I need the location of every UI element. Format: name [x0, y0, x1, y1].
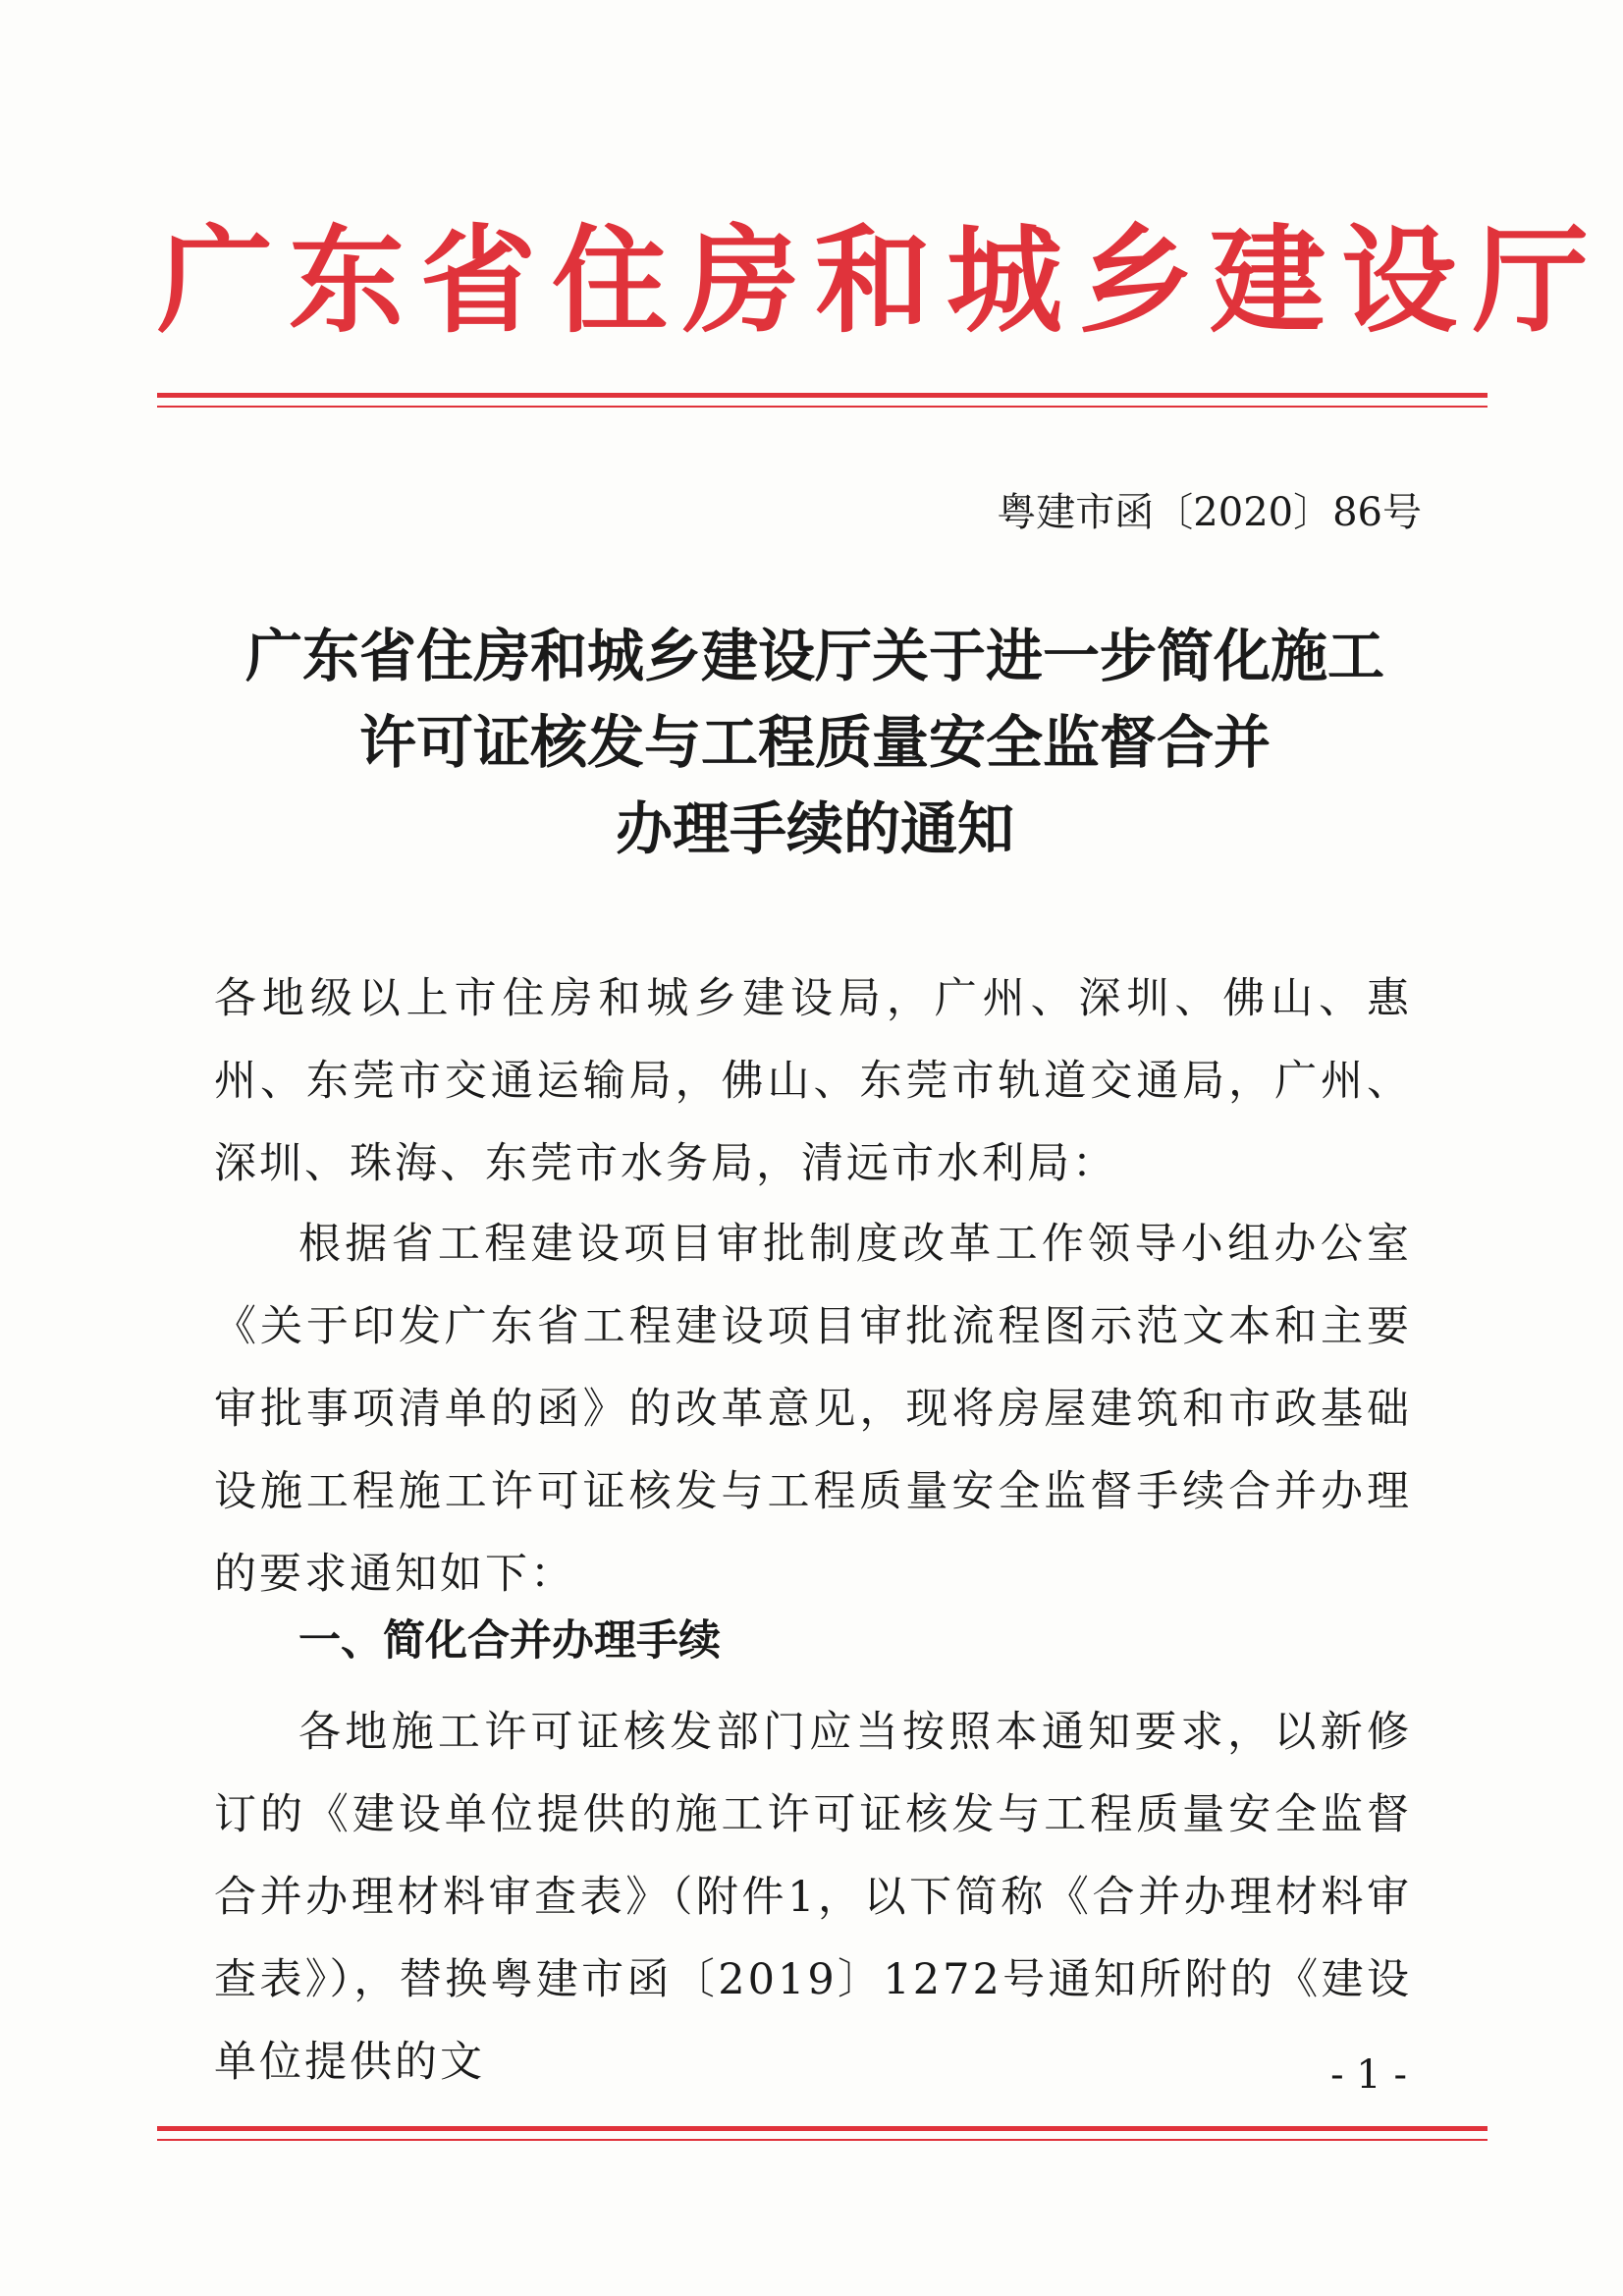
agency-masthead: 广东省住房和城乡建设厅 [157, 212, 1605, 349]
addressees-paragraph: 各地级以上市住房和城乡建设局，广州、深圳、佛山、惠州、东莞市交通运输局，佛山、东莞市轨道交通局，广州、深圳、珠海、东莞市水务局，清远市水利局： [214, 974, 1412, 1188]
title-line-1: 广东省住房和城乡建设厅关于进一步简化施工 [244, 623, 1384, 689]
section-1-heading: 一、简化合并办理手续 [298, 1616, 721, 1666]
title-line-2: 许可证核发与工程质量安全监督合并 [358, 709, 1271, 776]
masthead-rule-thick [157, 393, 1488, 398]
section-1-paragraph: 各地施工许可证核发部门应当按照本通知要求，以新修订的《建设单位提供的施工许可证核发与工程质量安全监督合并办理材料审查表》（附件1，以下简称《合并办理材料审查表》），替换粤建市函〔2019〕1272号通知所附的《建设单位提供的文 [214, 1708, 1412, 2087]
document-number: 粤建市函〔2020〕86号 [997, 490, 1422, 535]
intro-paragraph: 根据省工程建设项目审批制度改革工作领导小组办公室《关于印发广东省工程建设项目审批流程图示范文本和主要审批事项清单的函》的改革意见，现将房屋建筑和市政基础设施工程施工许可证核发与工程质量安全监督手续合并办理的要求通知如下： [214, 1220, 1412, 1599]
title-line-3: 办理手续的通知 [615, 795, 1014, 862]
footer-rule-thin [157, 2139, 1488, 2141]
footer-rule-thick [157, 2126, 1488, 2131]
masthead-rule-thin [157, 406, 1488, 408]
page-number: - 1 - [1330, 2052, 1407, 2098]
